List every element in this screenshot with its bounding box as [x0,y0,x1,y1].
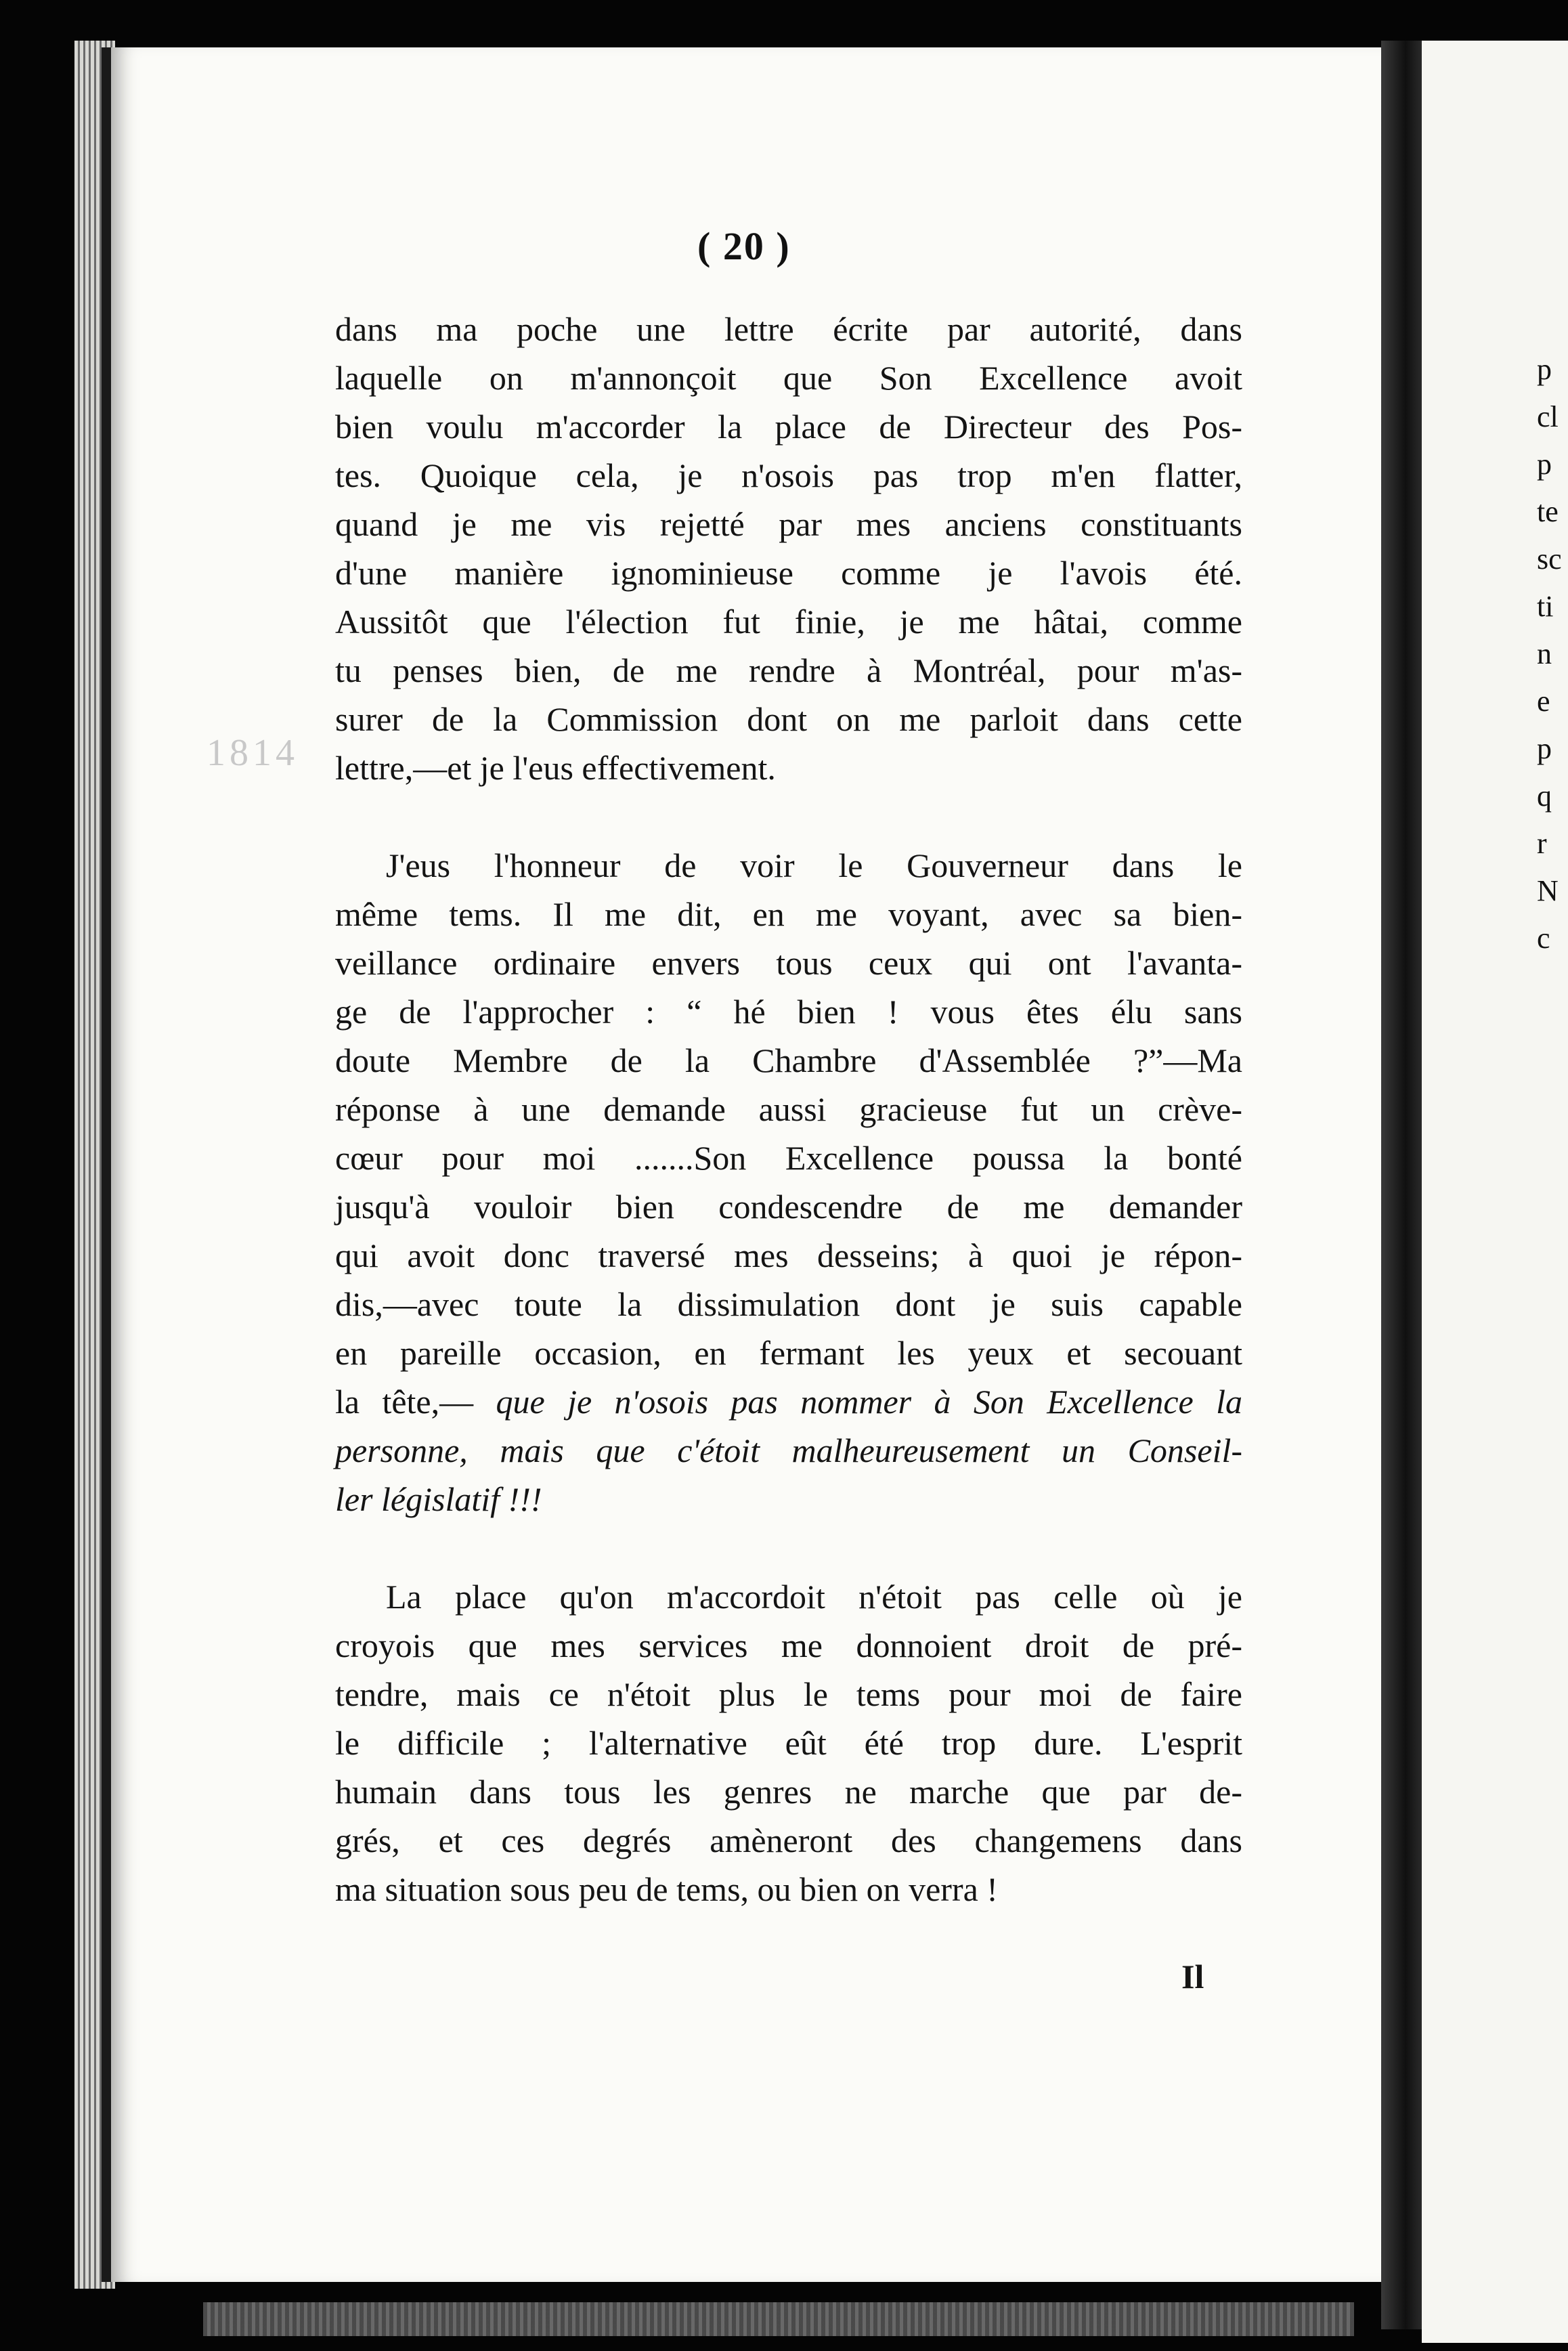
paragraph-2 [335,841,1242,1524]
paragraph-1 [335,305,1242,792]
text-line: tes. Quoique cela, je n'osois pas trop m'en flatter, [335,456,1242,494]
right-page-fragment: N [1537,874,1559,907]
text-line: tendre, mais ce n'étoit plus le tems pour moi de faire [335,1675,1242,1713]
text-line: dans ma poche une lettre écrite par autorité, dans [335,310,1242,348]
text-line: J'eus l'honneur de voir le Gouverneur dans le [386,846,1242,884]
text-line: en pareille occasion, en fermant les yeux et secouant [335,1334,1242,1372]
italic-text-run: que je n'osois pas nommer à Son Excellence la [496,1383,1242,1421]
right-page-fragment: sc [1537,542,1562,576]
right-page-fragment: q [1537,779,1552,813]
text-line: quand je me vis rejetté par mes anciens constituants [335,505,1242,543]
text-run: la tête,— [335,1383,474,1421]
catchword: Il [1181,1958,1204,1996]
text-line: La place qu'on m'accordoit n'étoit pas celle où je [386,1578,1242,1616]
text-line: tu penses bien, de me rendre à Montréal, pour m'as- [335,651,1242,689]
text-line: humain dans tous les genres ne marche que par de- [335,1773,1242,1811]
paragraph-gap [335,792,1242,841]
text-line-mixed [335,1377,1242,1426]
paragraph-3 [335,1572,1242,1914]
right-page-fragment: ti [1537,590,1554,623]
right-page-fragment: te [1537,495,1559,528]
right-page-fragment: p [1537,732,1552,765]
text-line: grés, et ces degrés amèneront des changemens dans [335,1821,1242,1859]
text-line: d'une manière ignominieuse comme je l'avois été. [335,554,1242,592]
text-line: le difficile ; l'alternative eût été trop dure. L'esprit [335,1724,1242,1762]
text-line: qui avoit donc traversé mes desseins; à quoi je répon- [335,1236,1242,1274]
italic-text-line: ler législatif !!! [335,1480,542,1518]
text-line: bien voulu m'accorder la place de Directeur des Pos- [335,408,1242,446]
italic-text-line: personne, mais que c'étoit malheureusement un Conseil- [335,1431,1242,1469]
pencil-margin-note: 1814 [206,732,299,774]
right-page-fragment: cl [1537,400,1559,433]
text-line: ge de l'approcher : “ hé bien ! vous êtes élu sans [335,993,1242,1031]
body-text [335,305,1242,1914]
page-bottom-edge [203,2302,1354,2336]
paragraph-gap [335,1524,1242,1572]
book-gutter [1381,41,1422,2329]
text-line: croyois que mes services me donnoient droit de pré- [335,1626,1242,1664]
text-line: même tems. Il me dit, en me voyant, avec sa bien- [335,895,1242,933]
page-number: ( 20 ) [697,224,791,268]
text-line: veillance ordinaire envers tous ceux qui ont l'avanta- [335,944,1242,982]
right-page-fragment: c [1537,922,1550,955]
right-page-fragment: p [1537,353,1552,386]
right-page-fragment: n [1537,637,1552,670]
text-line: dis,—avec toute la dissimulation dont je suis capable [335,1285,1242,1323]
right-page-fragment: p [1537,448,1552,481]
text-line: réponse à une demande aussi gracieuse fut un crève- [335,1090,1242,1128]
text-line: Aussitôt que l'élection fut finie, je me hâtai, comme [335,603,1242,641]
text-line: lettre,—et je l'eus effectivement. [335,749,776,787]
text-line: jusqu'à vouloir bien condescendre de me demander [335,1188,1242,1226]
right-page-fragment: r [1537,827,1547,860]
right-page-fragment: e [1537,685,1550,718]
text-line: doute Membre de la Chambre d'Assemblée ?”—Ma [335,1041,1242,1079]
text-line: cœur pour moi .......Son Excellence poussa la bonté [335,1139,1242,1177]
text-line: surer de la Commission dont on me parloit dans cette [335,700,1242,738]
text-line: ma situation sous peu de tems, ou bien on verra ! [335,1870,998,1908]
text-line: laquelle on m'annonçoit que Son Excellence avoit [335,359,1242,397]
